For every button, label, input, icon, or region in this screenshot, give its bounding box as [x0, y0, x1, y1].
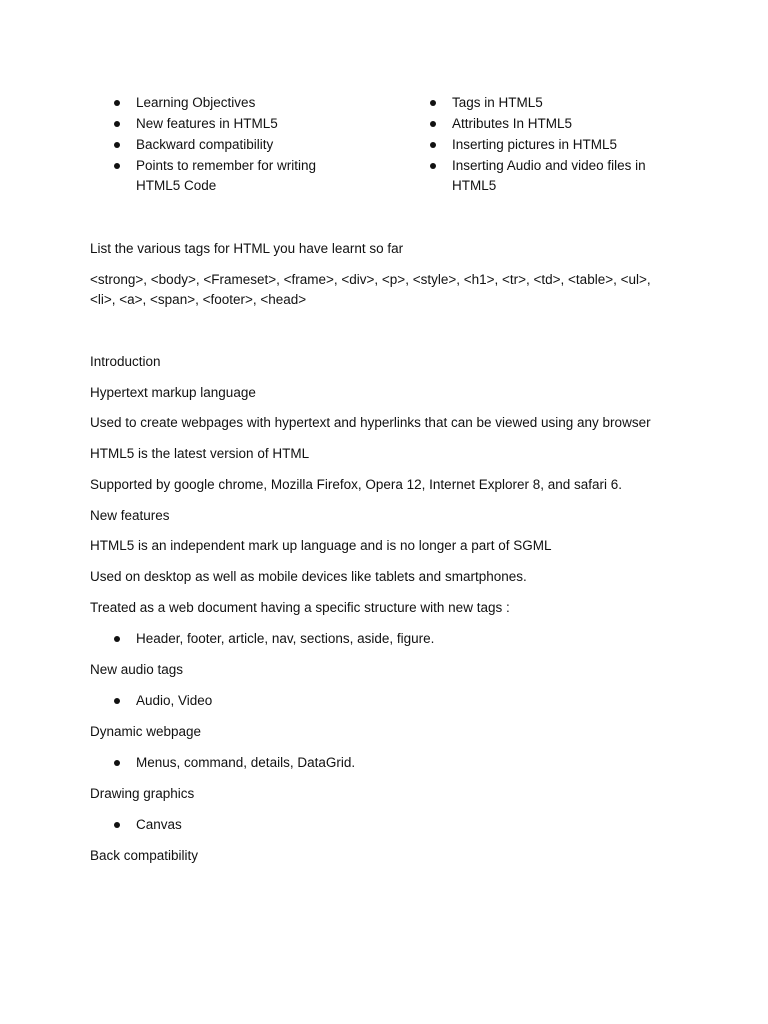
new-audio-tags-heading: New audio tags — [90, 662, 184, 677]
list-item: Inserting pictures in HTML5 — [428, 135, 678, 155]
list-item: Learning Objectives — [112, 93, 352, 113]
bullet-item: Audio, Video — [112, 691, 696, 711]
paragraph: Used to create webpages with hypertext and hyperlinks that can be viewed using any browser — [90, 415, 651, 430]
paragraph: Hypertext markup language — [90, 385, 256, 400]
back-compatibility-heading: Back compatibility — [90, 848, 199, 863]
list-item: Backward compatibility — [112, 135, 352, 155]
tags-answer-line-2: <li>, <a>, <span>, <footer>, <head> — [90, 292, 307, 307]
question-text: List the various tags for HTML you have learnt so far — [90, 241, 404, 256]
paragraph: HTML5 is the latest version of HTML — [90, 446, 310, 461]
list-item: New features in HTML5 — [112, 114, 352, 134]
paragraph: HTML5 is an independent mark up language and is no longer a part of SGML — [90, 538, 552, 553]
paragraph: Used on desktop as well as mobile devices like tablets and smartphones. — [90, 569, 527, 584]
introduction-heading: Introduction — [90, 354, 161, 369]
paragraph: Supported by google chrome, Mozilla Firefox, Opera 12, Internet Explorer 8, and safari 6. — [90, 477, 623, 492]
objectives-list-right — [428, 93, 678, 197]
list-item: Points to remember for writing HTML5 Code — [112, 156, 352, 196]
paragraph: Treated as a web document having a specific structure with new tags : — [90, 600, 510, 615]
list-item: Tags in HTML5 — [428, 93, 678, 113]
drawing-graphics-heading: Drawing graphics — [90, 786, 195, 801]
bullet-item: Menus, command, details, DataGrid. — [112, 753, 696, 773]
list-item: Inserting Audio and video files in HTML5 — [428, 156, 678, 196]
list-item: Attributes In HTML5 — [428, 114, 678, 134]
new-features-heading: New features — [90, 508, 170, 523]
tags-answer-line-1: <strong>, <body>, <Frameset>, <frame>, <div>, <p>, <style>, <h1>, <tr>, <td>, <table>, <ul>, — [90, 272, 651, 287]
dynamic-webpage-heading: Dynamic webpage — [90, 724, 202, 739]
bullet-item: Canvas — [112, 815, 696, 835]
bullet-item: Header, footer, article, nav, sections, aside, figure. — [112, 629, 696, 649]
objectives-list-left — [112, 93, 352, 197]
